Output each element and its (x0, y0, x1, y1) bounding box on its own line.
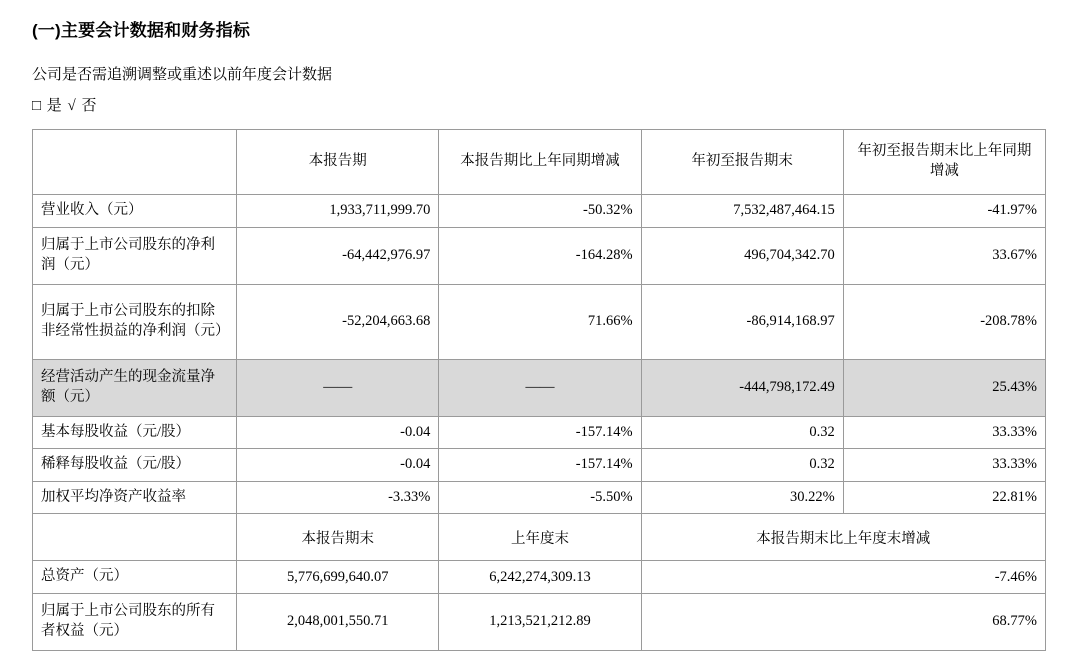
row-value: 33.67% (843, 227, 1045, 284)
retrospective-adjustment-question: 公司是否需追溯调整或重述以前年度会计数据 (32, 67, 333, 83)
row-value: -64,442,976.97 (237, 227, 439, 284)
subheader-cell-change: 本报告期末比上年度末增减 (641, 514, 1045, 561)
row-label: 加权平均净资产收益率 (33, 481, 237, 514)
financial-indicators-table (32, 129, 1046, 651)
row-value: -157.14% (439, 449, 641, 482)
header-cell-current-period-yoy: 本报告期比上年同期增减 (439, 130, 641, 195)
row-value: 7,532,487,464.15 (641, 195, 843, 228)
row-value: -86,914,168.97 (641, 284, 843, 359)
table-header-row (33, 130, 1046, 195)
row-value: 71.66% (439, 284, 641, 359)
row-label: 归属于上市公司股东的所有者权益（元） (33, 593, 237, 650)
row-value: 0.32 (641, 416, 843, 449)
header-cell-ytd: 年初至报告期末 (641, 130, 843, 195)
row-label: 归属于上市公司股东的净利润（元） (33, 227, 237, 284)
row-label: 基本每股收益（元/股） (33, 416, 237, 449)
row-label: 归属于上市公司股东的扣除非经常性损益的净利润（元） (33, 284, 237, 359)
header-cell-ytd-yoy: 年初至报告期末比上年同期增减 (843, 130, 1045, 195)
table-subheader-row (33, 514, 1046, 561)
row-value: 33.33% (843, 449, 1045, 482)
row-value: 1,933,711,999.70 (237, 195, 439, 228)
row-value: 68.77% (641, 593, 1045, 650)
row-value: -0.04 (237, 449, 439, 482)
row-value: -444,798,172.49 (641, 359, 843, 416)
row-value: 25.43% (843, 359, 1045, 416)
row-value: 5,776,699,640.07 (237, 561, 439, 594)
section-title: (一)主要会计数据和财务指标 (32, 21, 251, 40)
row-value: -208.78% (843, 284, 1045, 359)
row-value: 6,242,274,309.13 (439, 561, 641, 594)
table-row (33, 593, 1046, 650)
row-value: 496,704,342.70 (641, 227, 843, 284)
table-row (33, 449, 1046, 482)
row-value: 30.22% (641, 481, 843, 514)
row-label: 营业收入（元） (33, 195, 237, 228)
row-value: 33.33% (843, 416, 1045, 449)
yes-no-choices[interactable]: □ 是 √ 否 (32, 98, 98, 114)
row-value: -50.32% (439, 195, 641, 228)
row-value: -5.50% (439, 481, 641, 514)
header-cell-blank (33, 130, 237, 195)
row-label: 经营活动产生的现金流量净额（元） (33, 359, 237, 416)
table-row (33, 561, 1046, 594)
row-value: -7.46% (641, 561, 1045, 594)
subheader-cell-period-end: 本报告期末 (237, 514, 439, 561)
row-value: —— (439, 359, 641, 416)
row-value: —— (237, 359, 439, 416)
row-value: 22.81% (843, 481, 1045, 514)
subheader-cell-blank (33, 514, 237, 561)
row-value: 2,048,001,550.71 (237, 593, 439, 650)
row-label: 稀释每股收益（元/股） (33, 449, 237, 482)
row-label: 总资产（元） (33, 561, 237, 594)
subheader-cell-prior-year-end: 上年度末 (439, 514, 641, 561)
row-value: -52,204,663.68 (237, 284, 439, 359)
row-value: -41.97% (843, 195, 1045, 228)
table-row (33, 359, 1046, 416)
table-row (33, 227, 1046, 284)
row-value: 1,213,521,212.89 (439, 593, 641, 650)
table-row (33, 481, 1046, 514)
row-value: -157.14% (439, 416, 641, 449)
row-value: -164.28% (439, 227, 641, 284)
row-value: -0.04 (237, 416, 439, 449)
row-value: -3.33% (237, 481, 439, 514)
row-value: 0.32 (641, 449, 843, 482)
table-row (33, 195, 1046, 228)
header-cell-current-period: 本报告期 (237, 130, 439, 195)
table-row (33, 284, 1046, 359)
table-row (33, 416, 1046, 449)
